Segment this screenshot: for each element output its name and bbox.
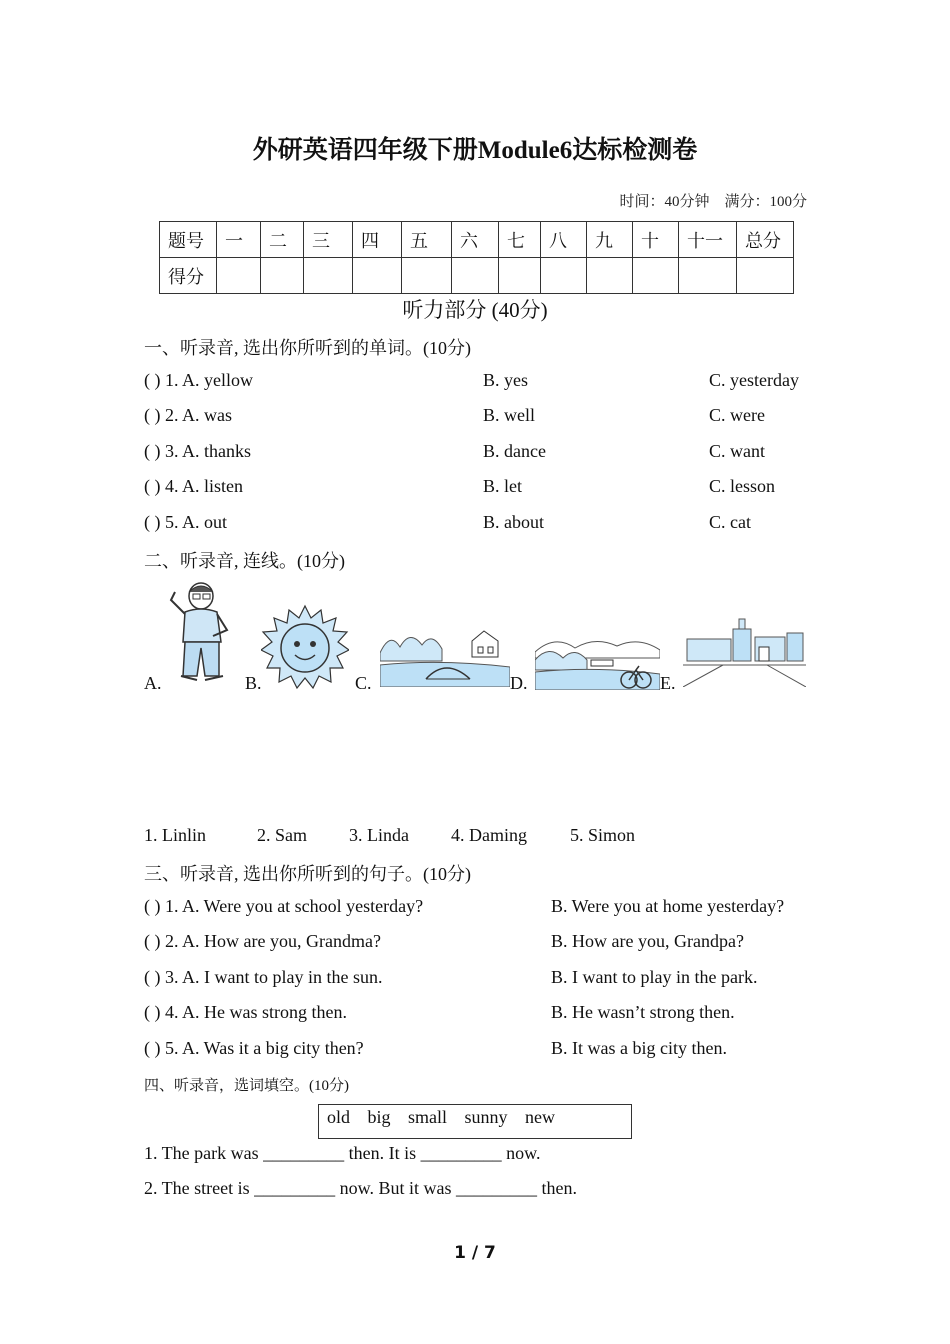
park-bike-picture — [535, 630, 660, 690]
document-title: 外研英语四年级下册Module6达标检测卷 — [252, 137, 698, 164]
part1-q1-option-b: B. yes — [483, 370, 528, 390]
part2-name-4: 4. Daming — [451, 825, 527, 845]
part3-q4-option-a: ( ) 4. A. He was strong then. — [144, 1002, 347, 1022]
score-header-cell: 三 — [304, 222, 353, 258]
part2-name-3: 3. Linda — [349, 825, 409, 845]
part4-heading: 四、听录音，选词填空。(10分) — [144, 1078, 349, 1094]
part2-name-1: 1. Linlin — [144, 825, 206, 845]
part1-q4-option-a: ( ) 4. A. listen — [144, 476, 243, 496]
score-header-cell: 总分 — [737, 222, 794, 258]
score-header-cell: 九 — [587, 222, 633, 258]
part3-q3-option-b: B. I want to play in the park. — [551, 967, 758, 987]
word-bank-item: old — [327, 1107, 351, 1127]
part3-q4-option-b: B. He wasn’t strong then. — [551, 1002, 735, 1022]
part3-q2-option-b: B. How are you, Grandpa? — [551, 931, 744, 951]
part1-q5-option-c: C. cat — [709, 512, 751, 532]
word-bank-box — [318, 1104, 632, 1139]
score-cell[interactable] — [217, 258, 261, 294]
picture-label-b: B. — [245, 673, 262, 693]
score-cell[interactable] — [633, 258, 679, 294]
city-buildings-picture — [683, 617, 806, 687]
part1-q1-option-c: C. yesterday — [709, 370, 799, 390]
part3-q1-option-a: ( ) 1. A. Were you at school yesterday? — [144, 896, 424, 916]
score-cell[interactable] — [587, 258, 633, 294]
part1-q4-option-b: B. let — [483, 476, 522, 496]
man-picture — [165, 580, 231, 684]
part3-q1-option-b: B. Were you at home yesterday? — [551, 896, 785, 916]
word-bank-item: small — [408, 1107, 448, 1127]
score-header-cell: 四 — [353, 222, 402, 258]
score-header-cell: 八 — [541, 222, 587, 258]
score-cell[interactable] — [452, 258, 499, 294]
part3-heading: 三、听录音, 选出你所听到的句子。(10分) — [144, 864, 471, 884]
part1-q2-option-b: B. well — [483, 405, 535, 425]
score-header-cell: 五 — [402, 222, 452, 258]
score-header-cell: 十一 — [679, 222, 737, 258]
score-cell[interactable] — [737, 258, 794, 294]
score-header-cell: 六 — [452, 222, 499, 258]
exam-time-score: 时间：40分钟 满分：100分 — [619, 194, 807, 210]
score-cell[interactable] — [353, 258, 402, 294]
score-table — [159, 221, 794, 294]
part1-q2-option-c: C. were — [709, 405, 765, 425]
park-bridge-picture — [380, 627, 510, 687]
part3-q5-option-a: ( ) 5. A. Was it a big city then? — [144, 1038, 364, 1058]
word-bank-item: big — [367, 1107, 391, 1127]
part1-q3-option-c: C. want — [709, 441, 765, 461]
part1-q5-option-b: B. about — [483, 512, 544, 532]
part3-q2-option-a: ( ) 2. A. How are you, Grandma? — [144, 931, 381, 951]
score-cell[interactable] — [402, 258, 452, 294]
picture-label-c: C. — [355, 673, 372, 693]
word-bank-item: new — [525, 1107, 556, 1127]
part3-q3-option-a: ( ) 3. A. I want to play in the sun. — [144, 967, 383, 987]
score-cell[interactable] — [679, 258, 737, 294]
part4-sentence-1: 1. The park was _________ then. It is _________ now. — [144, 1143, 541, 1163]
score-cell[interactable] — [541, 258, 587, 294]
score-cell[interactable] — [261, 258, 304, 294]
part1-q1-option-a: ( ) 1. A. yellow — [144, 370, 253, 390]
part2-name-5: 5. Simon — [570, 825, 636, 845]
listening-section-header: 听力部分 (40分) — [402, 298, 548, 322]
word-bank-item: sunny — [464, 1107, 508, 1127]
part2-heading: 二、听录音, 连线。(10分) — [144, 551, 345, 571]
picture-label-e: E. — [660, 673, 676, 693]
score-header-cell: 七 — [499, 222, 541, 258]
score-header-cell: 题号 — [160, 222, 217, 258]
part1-q2-option-a: ( ) 2. A. was — [144, 405, 232, 425]
sun-picture — [261, 604, 349, 690]
score-header-cell: 一 — [217, 222, 261, 258]
score-cell[interactable] — [304, 258, 353, 294]
score-table-header-row — [160, 222, 794, 258]
part3-q5-option-b: B. It was a big city then. — [551, 1038, 727, 1058]
part2-name-2: 2. Sam — [257, 825, 308, 845]
score-cell[interactable] — [499, 258, 541, 294]
score-header-cell: 二 — [261, 222, 304, 258]
part1-q5-option-a: ( ) 5. A. out — [144, 512, 227, 532]
part1-q3-option-b: B. dance — [483, 441, 546, 461]
part4-sentence-2: 2. The street is _________ now. But it was _________ then. — [144, 1178, 577, 1198]
part1-q3-option-a: ( ) 3. A. thanks — [144, 441, 251, 461]
part1-heading: 一、听录音, 选出你所听到的单词。(10分) — [144, 338, 471, 358]
page-number: 1 / 7 — [454, 1243, 496, 1263]
score-row-label: 得分 — [160, 258, 217, 294]
part1-q4-option-c: C. lesson — [709, 476, 776, 496]
score-table-score-row — [160, 258, 794, 294]
picture-label-a: A. — [144, 673, 162, 693]
picture-label-d: D. — [510, 673, 528, 693]
score-header-cell: 十 — [633, 222, 679, 258]
